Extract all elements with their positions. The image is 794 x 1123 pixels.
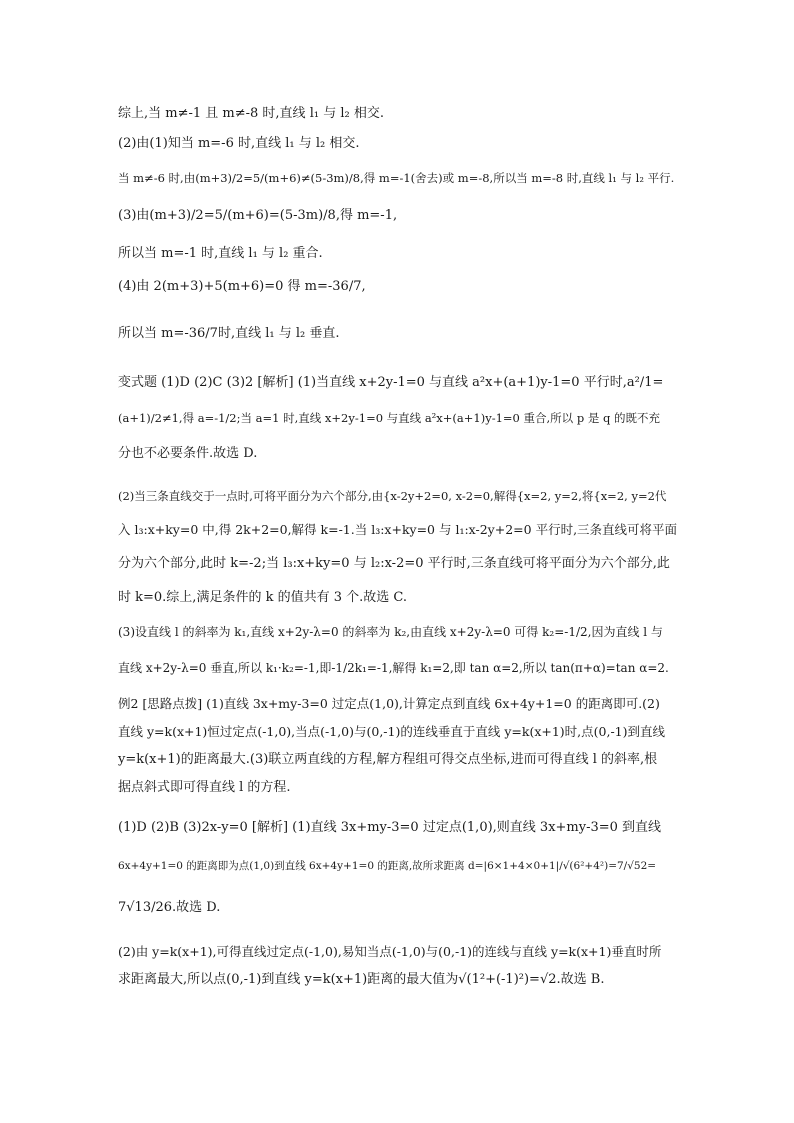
text-line: 时 k=0.综上,满足条件的 k 的值共有 3 个.故选 C. (118, 590, 407, 605)
text-line: 求距离最大,所以点(0,-1)到直线 y=k(x+1)距离的最大值为√(1²+(-1)²)=√2.故选 B. (118, 972, 605, 987)
text-line: 7√13/26.故选 D. (118, 900, 221, 915)
text-line: (2)当三条直线交于一点时,可将平面分为六个部分,由{x-2y+2=0, x-2=0,解得{x=2, y=2,将{x=2, y=2代 (118, 489, 667, 503)
text-line: (1)D (2)B (3)2x-y=0 [解析] (1)直线 3x+my-3=0 过定点(1,0),则直线 3x+my-3=0 到直线 (118, 820, 662, 835)
text-line: (2)由(1)知当 m=-6 时,直线 l₁ 与 l₂ 相交. (118, 136, 360, 151)
text-line: (3)由(m+3)/2=5/(m+6)=(5-3m)/8,得 m=-1, (118, 208, 398, 223)
text-line: (a+1)/2≠1,得 a=-1/2;当 a=1 时,直线 x+2y-1=0 与直线 a²x+(a+1)y-1=0 重合,所以 p 是 q 的既不充 (118, 411, 661, 425)
text-line: (3)设直线 l 的斜率为 k₁,直线 x+2y-λ=0 的斜率为 k₂,由直线 x+2y-λ=0 可得 k₂=-1/2,因为直线 l 与 (118, 625, 663, 639)
text-line: 综上,当 m≠-1 且 m≠-8 时,直线 l₁ 与 l₂ 相交. (118, 106, 384, 121)
text-line: 入 l₃:x+ky=0 中,得 2k+2=0,解得 k=-1.当 l₃:x+ky=0 与 l₁:x-2y+2=0 平行时,三条直线可将平面 (118, 522, 678, 537)
text-line: 所以当 m=-1 时,直线 l₁ 与 l₂ 重合. (118, 246, 323, 261)
text-line: y=k(x+1)的距离最大.(3)联立两直线的方程,解方程组可得交点坐标,进而可得直线 l 的斜率,根 (118, 752, 658, 767)
text-line: 据点斜式即可得直线 l 的方程. (118, 780, 291, 795)
text-line: 直线 y=k(x+1)恒过定点(-1,0),当点(-1,0)与(0,-1)的连线垂直于直线 y=k(x+1)时,点(0,-1)到直线 (118, 724, 665, 739)
text-line: 6x+4y+1=0 的距离即为点(1,0)到直线 6x+4y+1=0 的距离,故所求距离 d=|6×1+4×0+1|/√(6²+4²)=7/√52= (118, 860, 657, 872)
text-line: 例2 [思路点拨] (1)直线 3x+my-3=0 过定点(1,0),计算定点到直线 6x+4y+1=0 的距离即可.(2) (118, 696, 660, 711)
text-line: (2)由 y=k(x+1),可得直线过定点(-1,0),易知当点(-1,0)与(0,-1)的连线与直线 y=k(x+1)垂直时所 (118, 944, 662, 959)
text-line: 直线 x+2y-λ=0 垂直,所以 k₁·k₂=-1,即-1/2k₁=-1,解得 k₁=2,即 tan α=2,所以 tan(π+α)=tan α=2. (118, 661, 669, 675)
text-line: 所以当 m=-36/7时,直线 l₁ 与 l₂ 垂直. (118, 326, 340, 341)
text-line: (4)由 2(m+3)+5(m+6)=0 得 m=-36/7, (118, 279, 366, 294)
text-line: 当 m≠-6 时,由(m+3)/2=5/(m+6)≠(5-3m)/8,得 m=-1(舍去)或 m=-8,所以当 m=-8 时,直线 l₁ 与 l₂ 平行. (118, 171, 675, 185)
text-line: 分为六个部分,此时 k=-2;当 l₃:x+ky=0 与 l₂:x-2=0 平行时,三条直线可将平面分为六个部分,此 (118, 556, 670, 571)
text-line: 分也不必要条件.故选 D. (118, 446, 258, 461)
text-line: 变式题 (1)D (2)C (3)2 [解析] (1)当直线 x+2y-1=0 与直线 a²x+(a+1)y-1=0 平行时,a²/1= (118, 375, 664, 390)
